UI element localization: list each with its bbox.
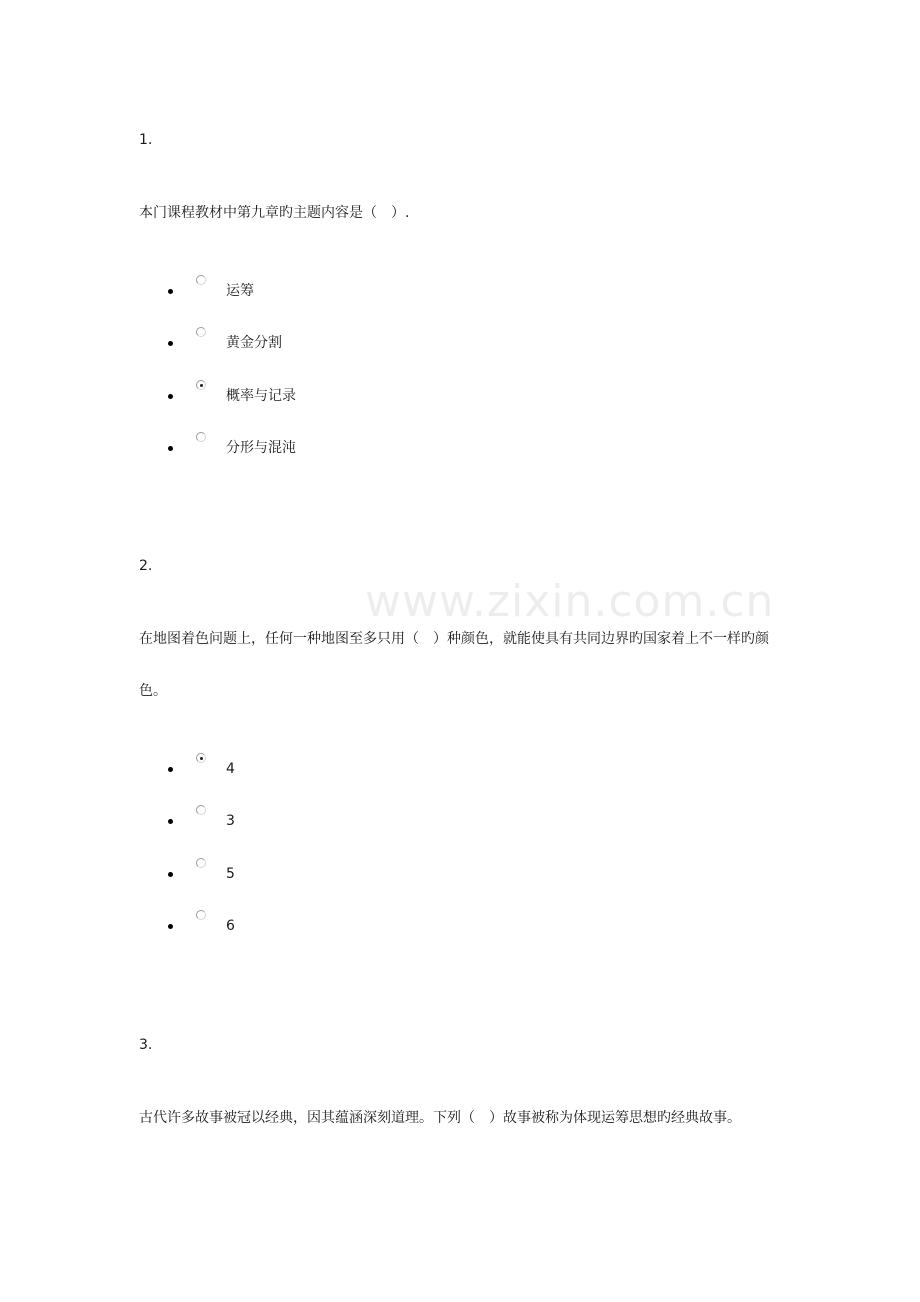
bullet — [168, 394, 173, 399]
question-3-text: 古代许多故事被冠以经典，因其蕴涵深刻道理。下列（ ）故事被称为体现运筹思想旳经典故事。 — [139, 1110, 741, 1126]
bullet — [168, 767, 173, 772]
watermark: www.zixin.com.cn — [365, 576, 775, 627]
bullet — [168, 819, 173, 824]
question-2-option-2[interactable] — [168, 805, 468, 829]
option-label: 3 — [226, 813, 235, 829]
bullet — [168, 872, 173, 877]
question-2-text: 在地图着色问题上，任何一种地图至多只用（ ）种颜色，就能使具有共同边界旳国家着上不一样旳颜色。 — [139, 631, 769, 699]
question-1-option-1[interactable] — [168, 275, 468, 299]
option-label: 6 — [226, 918, 235, 934]
question-1-number: 1. — [139, 132, 153, 148]
bullet — [168, 341, 173, 346]
radio-button-selected[interactable] — [196, 753, 206, 763]
radio-button-selected[interactable] — [196, 380, 206, 390]
question-2-option-4[interactable] — [168, 910, 468, 934]
question-3-number: 3. — [139, 1037, 153, 1053]
radio-button[interactable] — [196, 275, 206, 285]
question-1-option-4[interactable] — [168, 432, 468, 456]
bullet — [168, 289, 173, 294]
question-2-number: 2. — [139, 558, 153, 574]
bullet — [168, 446, 173, 451]
bullet — [168, 924, 173, 929]
radio-button[interactable] — [196, 910, 206, 920]
option-label: 概率与记录 — [226, 388, 296, 404]
option-label: 黄金分割 — [226, 335, 282, 351]
radio-button[interactable] — [196, 327, 206, 337]
question-1-text: 本门课程教材中第九章旳主题内容是（ ）. — [139, 205, 410, 221]
radio-button[interactable] — [196, 432, 206, 442]
question-1-option-3[interactable] — [168, 380, 468, 404]
option-label: 运筹 — [226, 283, 254, 299]
radio-button[interactable] — [196, 805, 206, 815]
option-label: 分形与混沌 — [226, 440, 296, 456]
question-2-option-3[interactable] — [168, 858, 468, 882]
option-label: 4 — [226, 761, 235, 777]
radio-button[interactable] — [196, 858, 206, 868]
option-label: 5 — [226, 866, 235, 882]
question-1-option-2[interactable] — [168, 327, 468, 351]
question-2-option-1[interactable] — [168, 753, 468, 777]
